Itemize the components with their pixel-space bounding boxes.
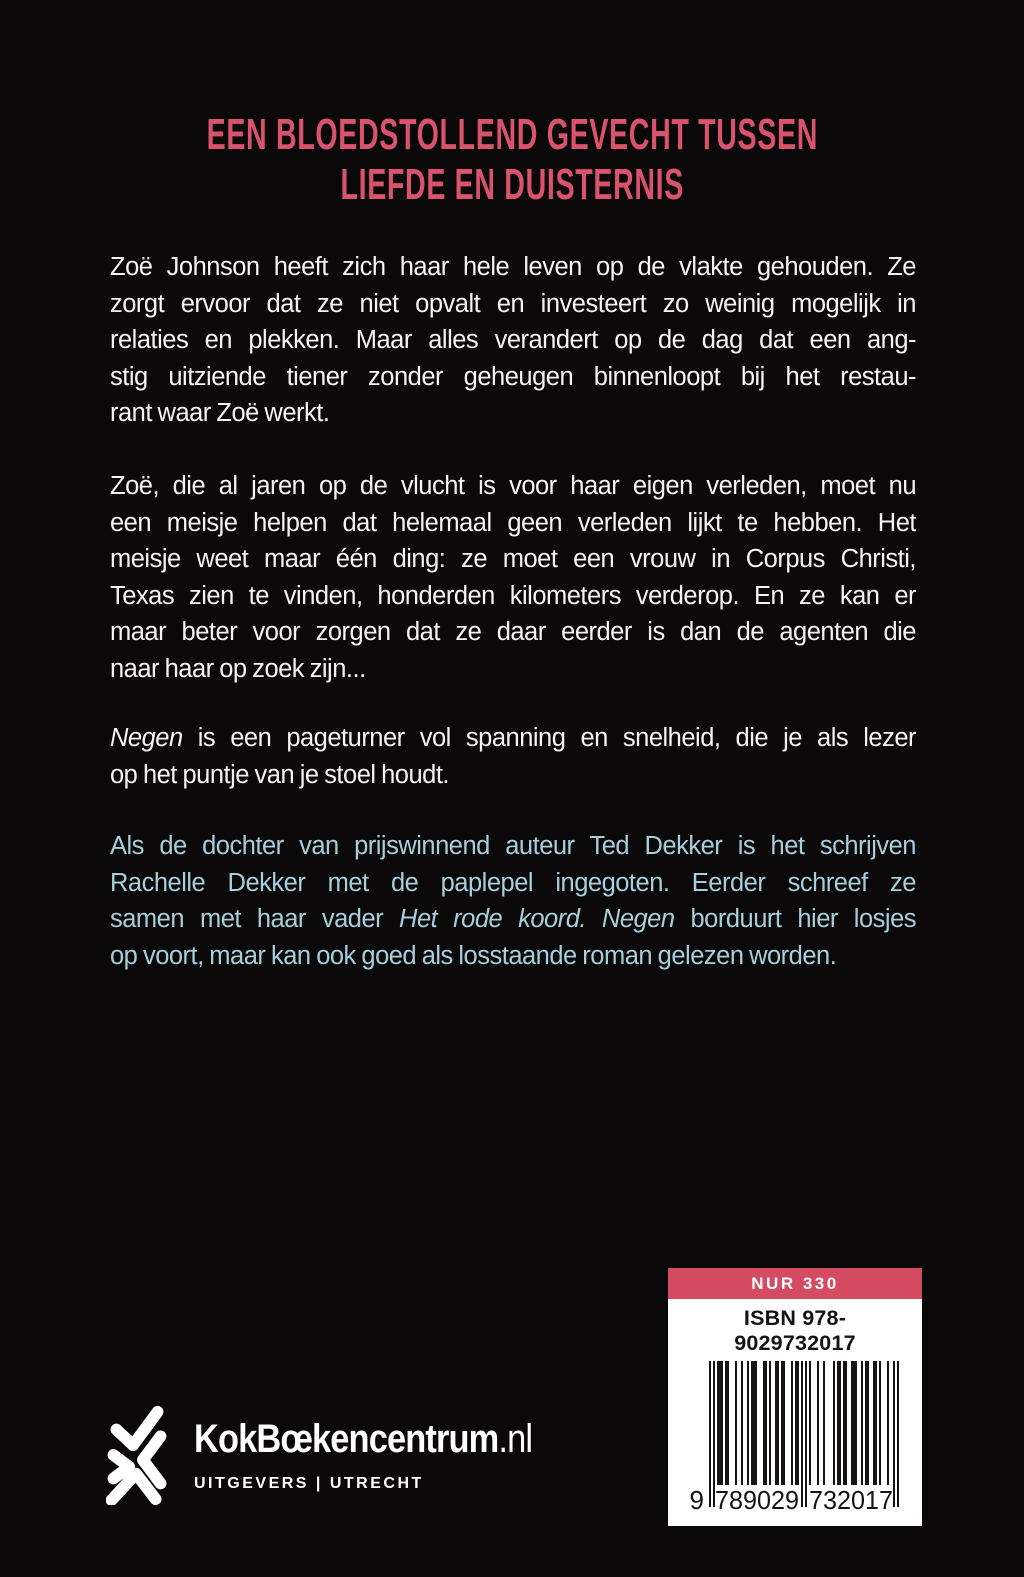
barcode-bar bbox=[753, 1361, 755, 1485]
barcode-bar bbox=[845, 1361, 847, 1485]
author-note bbox=[110, 828, 916, 974]
barcode-bar bbox=[735, 1361, 737, 1485]
barcode-bar bbox=[853, 1361, 855, 1485]
synopsis-paragraph-1 bbox=[110, 249, 916, 432]
barcode-bar bbox=[897, 1361, 899, 1507]
barcode-bar bbox=[893, 1361, 895, 1507]
nur-label: NUR 330 bbox=[751, 1274, 839, 1293]
barcode-bar bbox=[783, 1361, 785, 1485]
barcode-bar bbox=[839, 1361, 841, 1485]
publisher-star-icon bbox=[106, 1403, 168, 1505]
isbn-label: ISBN 978-9029732017 bbox=[734, 1306, 856, 1355]
text-line: op het puntje van je stoel houdt. bbox=[110, 760, 450, 789]
nur-banner bbox=[668, 1268, 922, 1299]
ean13-barcode bbox=[689, 1361, 901, 1513]
publisher-tagline: UITGEVERS | UTRECHT bbox=[194, 1474, 424, 1492]
text-line: Negen is een pageturner vol spanning en snelheid, die je als lezer bbox=[110, 724, 916, 752]
headline-line-1: EEN BLOEDSTOLLEND GEVECHT TUSSEN bbox=[206, 110, 818, 159]
headline-line-2: LIEFDE EN DUISTERNIS bbox=[340, 160, 684, 209]
text-line: maar beter voor zorgen dat ze daar eerder is dan de agenten die bbox=[110, 618, 916, 647]
barcode-bar bbox=[781, 1361, 783, 1485]
synopsis-paragraph-2 bbox=[110, 468, 916, 688]
barcode-bar bbox=[747, 1361, 749, 1485]
barcode-bar bbox=[769, 1361, 771, 1485]
barcode-bar bbox=[741, 1361, 743, 1485]
synopsis-paragraph-3 bbox=[110, 720, 916, 793]
barcode-bar bbox=[751, 1361, 753, 1485]
text-line: een meisje helpen dat helemaal geen verleden lijkt te hebben. Het bbox=[110, 508, 916, 537]
text-line: naar haar op zoek zijn... bbox=[110, 654, 366, 683]
barcode-bar bbox=[717, 1361, 719, 1485]
publisher-name bbox=[194, 1416, 532, 1462]
barcode-bar bbox=[763, 1361, 765, 1485]
barcode-body bbox=[668, 1299, 922, 1526]
text-line: meisje weet maar één ding: ze moet een vrouw in Corpus Christi, bbox=[110, 545, 916, 574]
barcode-bar bbox=[719, 1361, 721, 1485]
barcode-bar bbox=[855, 1361, 857, 1485]
barcode-bar bbox=[823, 1361, 825, 1485]
barcode-bar bbox=[833, 1361, 835, 1485]
barcode-panel bbox=[668, 1268, 922, 1526]
publisher-logo bbox=[106, 1403, 587, 1505]
barcode-digit-group: 9 bbox=[689, 1485, 704, 1513]
barcode-bar bbox=[879, 1361, 881, 1485]
publisher-name-suffix: .nl bbox=[498, 1416, 533, 1461]
barcode-bar bbox=[805, 1361, 807, 1507]
barcode-bar bbox=[797, 1361, 799, 1485]
barcode-bar bbox=[867, 1361, 869, 1485]
barcode-bar bbox=[887, 1361, 889, 1485]
text-line: zorgt ervoor dat ze niet opvalt en investeert zo weinig mogelijk in bbox=[110, 289, 916, 318]
barcode-bar bbox=[865, 1361, 867, 1485]
barcode-bar bbox=[755, 1361, 757, 1485]
barcode-digit-group: 732017 bbox=[809, 1485, 893, 1513]
publisher-text bbox=[194, 1416, 587, 1493]
barcode-bar bbox=[861, 1361, 863, 1485]
text-line: op voort, maar kan ook goed als losstaande roman gelezen worden. bbox=[110, 941, 837, 970]
barcode-bar bbox=[875, 1361, 877, 1485]
barcode-bar bbox=[843, 1361, 845, 1485]
barcode-bar bbox=[873, 1361, 875, 1485]
headline bbox=[0, 110, 1024, 210]
barcode-bar bbox=[817, 1361, 819, 1485]
text-line: Als de dochter van prijswinnend auteur Ted Dekker is het schrijven bbox=[110, 832, 916, 860]
barcode-bar bbox=[725, 1361, 727, 1485]
barcode-bar bbox=[709, 1361, 711, 1507]
barcode-bar bbox=[727, 1361, 729, 1485]
barcode-bar bbox=[851, 1361, 853, 1485]
barcode-bar bbox=[777, 1361, 779, 1485]
text-line: rant waar Zoë werkt. bbox=[110, 399, 330, 428]
barcode-bar bbox=[795, 1361, 797, 1485]
barcode-bar bbox=[791, 1361, 793, 1485]
barcode-bar bbox=[775, 1361, 777, 1485]
text-line: samen met haar vader Het rode koord. Negen borduurt hier losjes bbox=[110, 905, 916, 934]
text-line: Zoë, die al jaren op de vlucht is voor haar eigen verleden, moet nu bbox=[110, 472, 916, 500]
publisher-name-bold: KokBœkencentrum bbox=[194, 1416, 499, 1461]
text-line: Zoë Johnson heeft zich haar hele leven op de vlakte gehouden. Ze bbox=[110, 253, 916, 281]
barcode-bar bbox=[721, 1361, 723, 1485]
text-line: Texas zien te vinden, honderden kilometers verderop. En ze kan er bbox=[110, 581, 916, 610]
barcode-bar bbox=[801, 1361, 803, 1507]
barcode-bar bbox=[809, 1361, 811, 1485]
barcode-bar bbox=[837, 1361, 839, 1485]
barcode-digit-group: 789029 bbox=[715, 1485, 799, 1513]
barcode-bar bbox=[765, 1361, 767, 1485]
text-line: stig uitziende tiener zonder geheugen binnenloopt bij het restau- bbox=[110, 362, 916, 391]
text-line: Rachelle Dekker met de paplepel ingegoten. Eerder schreef ze bbox=[110, 868, 916, 897]
text-line: relaties en plekken. Maar alles verandert op de dag dat een ang- bbox=[110, 326, 916, 355]
